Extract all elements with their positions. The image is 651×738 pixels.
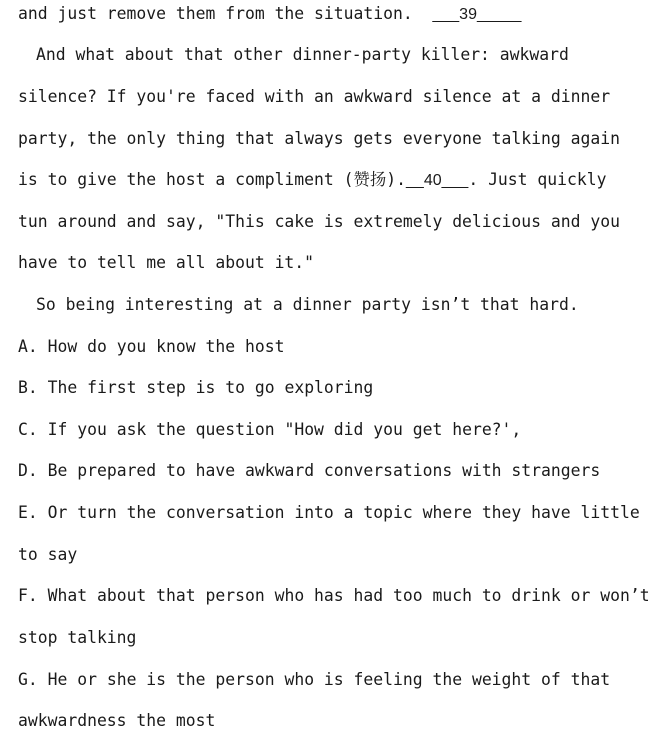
- option-b: [18, 378, 373, 398]
- option-letter: B.: [18, 378, 38, 397]
- paragraph-2-line-5: tun around and say, "This cake is extremely delicious and you: [18, 212, 620, 231]
- paragraph-2-line-4-pre: is to give the host a compliment (赞扬).: [18, 170, 407, 189]
- option-letter: D.: [18, 461, 38, 480]
- option-letter: G.: [18, 670, 38, 689]
- option-d: [18, 461, 600, 481]
- option-c: [18, 420, 521, 440]
- option-g-continued: awkwardness the most: [18, 711, 216, 730]
- paragraph-1-line: [18, 4, 521, 24]
- paragraph-2-line-4: [18, 170, 606, 190]
- paragraph-2-line-6: have to tell me all about it.": [18, 253, 315, 272]
- option-text: The first step is to go exploring: [47, 378, 374, 397]
- option-text: Be prepared to have awkward conversations with strangers: [47, 461, 601, 480]
- option-text: If you ask the question "How did you get here?',: [47, 420, 522, 439]
- option-f: [18, 586, 650, 606]
- paragraph-3-line-1: So being interesting at a dinner party isn’t that hard.: [36, 295, 579, 314]
- option-e: [18, 503, 640, 523]
- paragraph-2-line-3: party, the only thing that always gets everyone talking again: [18, 129, 620, 148]
- option-g: [18, 670, 610, 690]
- paragraph-2-line-2: silence? If you're faced with an awkward silence at a dinner: [18, 87, 611, 106]
- option-a: [18, 337, 284, 357]
- option-letter: E.: [18, 503, 38, 522]
- option-f-continued: stop talking: [18, 628, 137, 647]
- option-letter: C.: [18, 420, 38, 439]
- blank-40: __40___: [406, 172, 469, 189]
- option-e-continued: to say: [18, 545, 78, 564]
- paragraph-2-line-1: And what about that other dinner-party killer: awkward: [36, 45, 569, 64]
- option-letter: A.: [18, 337, 38, 356]
- blank-39: ___39_____: [432, 6, 522, 23]
- option-text: He or she is the person who is feeling the weight of that: [47, 670, 611, 689]
- option-text: Or turn the conversation into a topic where they have little: [47, 503, 640, 522]
- paragraph-1-text: and just remove them from the situation.: [18, 4, 433, 23]
- paragraph-2-line-4-post: . Just quickly: [468, 170, 607, 189]
- option-text: How do you know the host: [47, 337, 285, 356]
- option-letter: F.: [18, 586, 38, 605]
- option-text: What about that person who has had too much to drink or won’t: [47, 586, 650, 605]
